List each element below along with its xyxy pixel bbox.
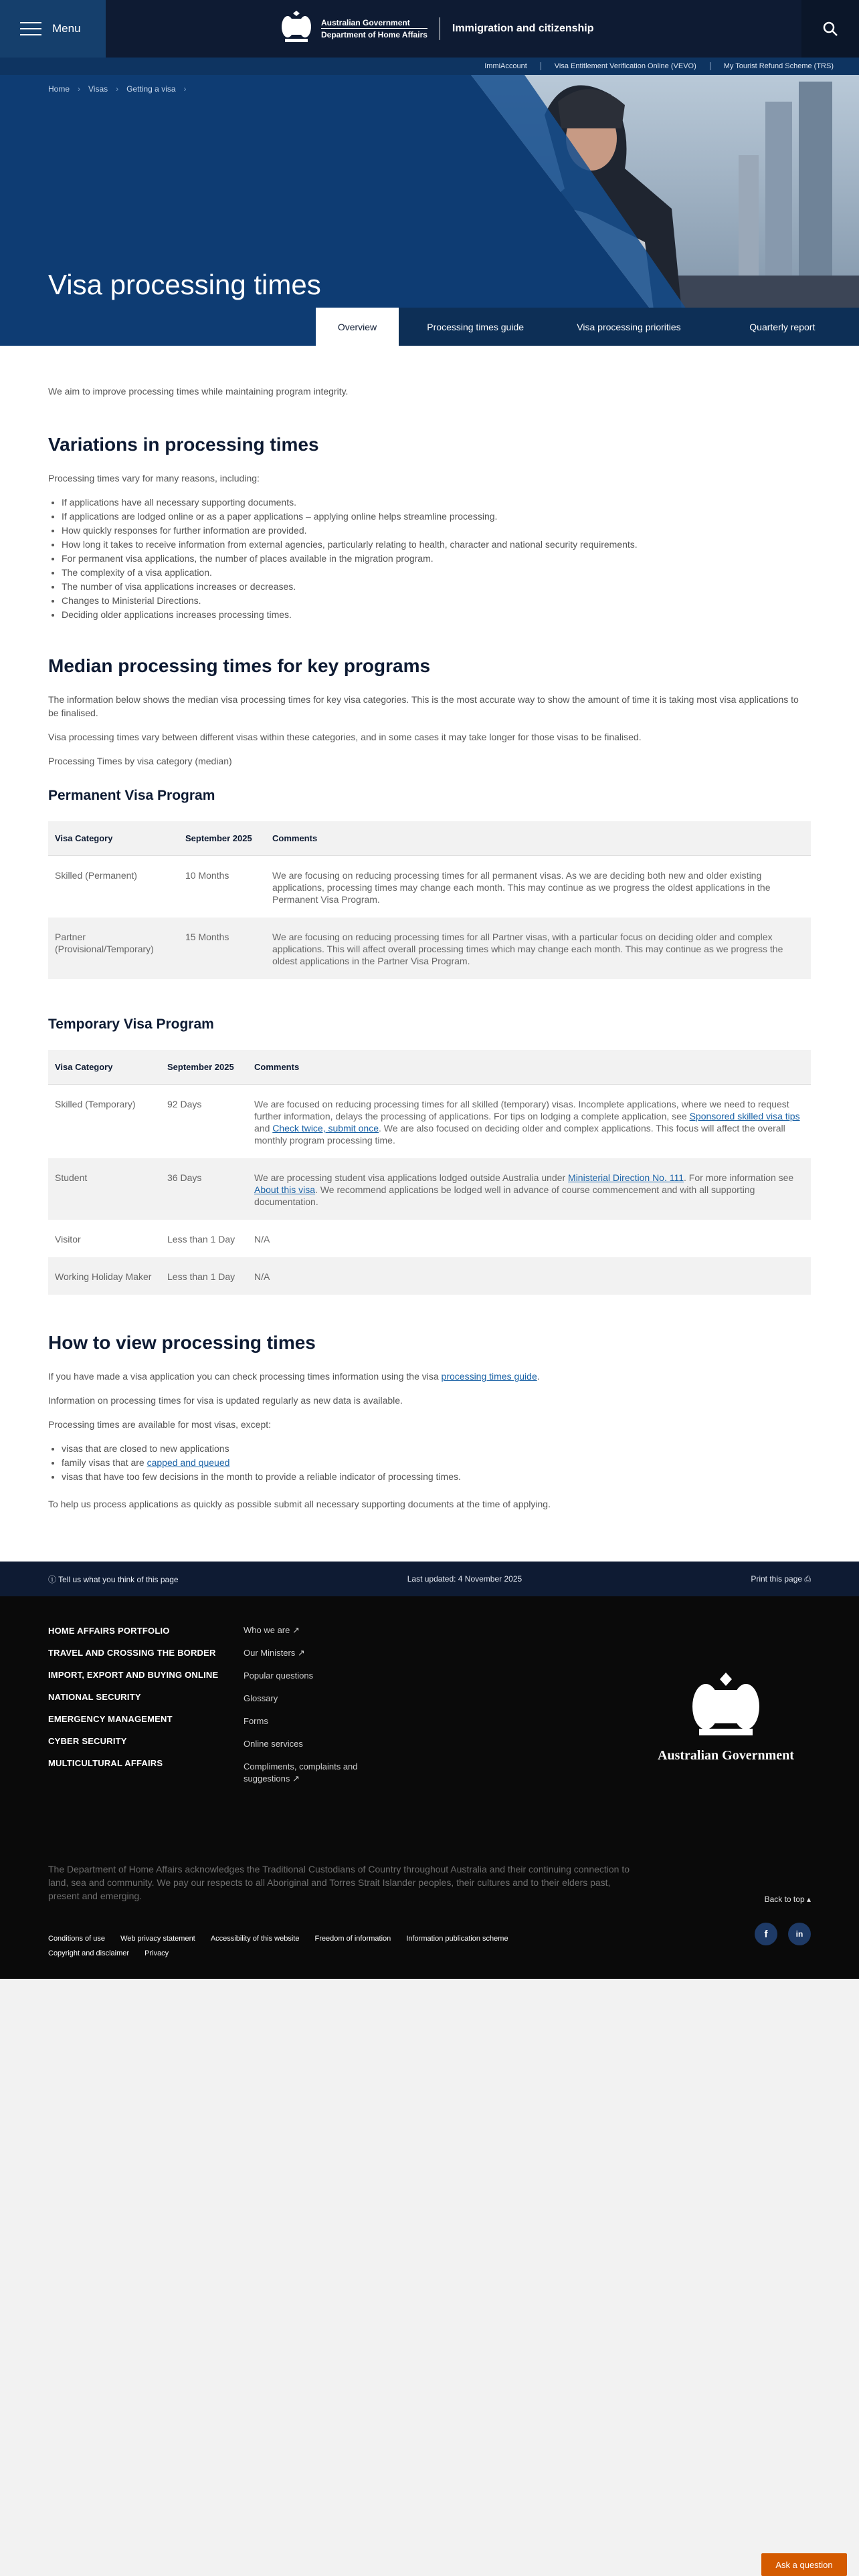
list-item: • The complexity of a visa application. — [62, 566, 811, 580]
footer-link-cyber[interactable]: CYBER SECURITY — [48, 1736, 127, 1746]
howto-p2: Information on processing times for visa is updated regularly as new data is available. — [48, 1395, 403, 1406]
comment-text: . We recommend applications be lodged well in advance of course commencement and with all supporting documentation. — [254, 1184, 755, 1207]
footer-primary-nav — [48, 1626, 218, 1780]
last-updated: Last updated: 4 November 2025 — [407, 1574, 522, 1584]
check-twice-submit-once-link[interactable]: Check twice, submit once — [272, 1123, 379, 1134]
table-row — [48, 918, 811, 979]
home-logo-link[interactable] — [273, 0, 594, 58]
chevron-right-icon: › — [78, 84, 81, 94]
facebook-icon[interactable]: f — [755, 1923, 777, 1945]
cell-time: 15 Months — [179, 918, 266, 979]
arrow-up-icon: ▴ — [806, 1895, 811, 1904]
cell-comment: N/A — [248, 1257, 811, 1295]
cell-time: 36 Days — [161, 1158, 248, 1220]
tab-quarterly-report[interactable]: Quarterly report — [749, 321, 816, 332]
link-label: Compliments, complaints and suggestions — [244, 1761, 358, 1784]
legal-link-web-privacy[interactable]: Web privacy statement — [120, 1935, 195, 1943]
median-heading: Median processing times for key programs — [48, 655, 431, 676]
back-to-top-label: Back to top — [764, 1895, 805, 1904]
variations-list — [62, 496, 811, 622]
col-september-2025: September 2025 — [179, 821, 266, 856]
permanent-heading: Permanent Visa Program — [48, 788, 215, 803]
menu-button[interactable] — [0, 0, 106, 58]
tab-overview[interactable]: Overview — [316, 308, 399, 346]
footer-link-who-we-are[interactable] — [244, 1624, 377, 1636]
col-september-2025: September 2025 — [161, 1050, 248, 1085]
gov-line-2: Department of Home Affairs — [321, 28, 427, 40]
cell-comment — [248, 1158, 811, 1220]
footer-link-import-export[interactable]: IMPORT, EXPORT AND BUYING ONLINE — [48, 1670, 219, 1680]
breadcrumb — [48, 84, 187, 94]
median-p3: Processing Times by visa category (median) — [48, 756, 232, 766]
cell-category: Skilled (Temporary) — [55, 1099, 136, 1109]
list-item: • For permanent visa applications, the number of places available in the migration program. — [62, 552, 811, 566]
legal-link-ips[interactable]: Information publication scheme — [406, 1935, 508, 1943]
list-item: • If applications have all necessary supporting documents. — [62, 496, 811, 510]
list-item: • How quickly responses for further information are provided. — [62, 524, 811, 538]
table-row — [48, 1257, 811, 1295]
external-link-icon: ↗ — [292, 1625, 300, 1635]
ministerial-direction-link[interactable]: Ministerial Direction No. 111 — [568, 1172, 684, 1183]
acknowledgement-of-country: The Department of Home Affairs acknowledges the Traditional Custodians of Country throughout Australia and their continuing connection to land, sea and community. We pay our respects to all Aboriginal and Torres Strait Islander peoples, their cultures and to their elders past, present and emerging. — [48, 1864, 630, 1901]
col-comments: Comments — [248, 1050, 811, 1085]
sponsored-skilled-visa-tips-link[interactable]: Sponsored skilled visa tips — [689, 1111, 800, 1121]
print-label: Print this page — [751, 1574, 803, 1584]
footer-link-forms[interactable]: Forms — [244, 1716, 268, 1726]
table-row — [48, 856, 811, 918]
print-icon: ⎙ — [802, 1574, 811, 1584]
intro-text: We aim to improve processing times while maintaining program integrity. — [48, 386, 349, 397]
cell-time: Less than 1 Day — [167, 1234, 235, 1245]
government-wordmark — [321, 17, 440, 40]
page-title: Visa processing times — [48, 269, 321, 300]
table-row — [48, 1085, 811, 1159]
legal-link-privacy[interactable]: Privacy — [145, 1949, 169, 1957]
legal-link-foi[interactable]: Freedom of information — [314, 1935, 391, 1943]
vevo-link[interactable]: Visa Entitlement Verification Online (VEVO) — [541, 62, 710, 70]
legal-link-conditions[interactable]: Conditions of use — [48, 1935, 105, 1943]
breadcrumb-home[interactable]: Home — [48, 84, 70, 94]
main-content — [0, 346, 859, 1562]
site-title: Immigration and citizenship — [452, 23, 594, 34]
list-item: • visas that are closed to new applications — [62, 1442, 811, 1456]
legal-link-copyright[interactable]: Copyright and disclaimer — [48, 1949, 130, 1957]
hamburger-icon — [20, 22, 41, 35]
tab-visa-processing-priorities[interactable]: Visa processing priorities — [577, 321, 681, 332]
about-this-visa-link[interactable]: About this visa — [254, 1184, 316, 1195]
comment-text: . We are also focused on deciding older and complex applications. This focus will affect the overall monthly program processing time. — [254, 1123, 785, 1146]
variations-heading: Variations in processing times — [48, 434, 319, 455]
cell-category: Working Holiday Maker — [48, 1257, 161, 1295]
back-to-top-link[interactable] — [765, 1895, 811, 1904]
median-p1: The information below shows the median visa processing times for key visa categories. This is the most accurate way to show the amount of time it is taking most visa applications to be finalised. — [48, 694, 799, 718]
site-footer — [0, 1596, 859, 1979]
col-comments: Comments — [266, 821, 811, 856]
footer-secondary-nav — [244, 1624, 377, 1796]
link-label: Who we are — [244, 1625, 290, 1635]
hero-photo — [391, 75, 859, 346]
col-visa-category: Visa Category — [48, 1050, 161, 1085]
col-visa-category: Visa Category — [48, 821, 179, 856]
temporary-heading: Temporary Visa Program — [48, 1016, 214, 1032]
cell-category: Visitor — [55, 1234, 81, 1245]
table-header-row — [48, 1050, 811, 1085]
footer-link-multicultural[interactable]: MULTICULTURAL AFFAIRS — [48, 1758, 163, 1768]
external-link-icon: ↗ — [292, 1774, 300, 1784]
comment-text: We are focused on reducing processing times for all skilled (temporary) visas. Incomplete applications, where we need to request further information, delays the processing of applications. For tips on lodging a complete application, see — [254, 1099, 789, 1121]
footer-link-glossary[interactable]: Glossary — [244, 1693, 278, 1703]
comment-text: We are processing student visa applications lodged outside Australia under — [254, 1172, 569, 1183]
table-row — [48, 1158, 811, 1220]
site-header — [0, 0, 859, 58]
tab-processing-times-guide[interactable]: Processing times guide — [427, 321, 524, 332]
breadcrumb-visas[interactable]: Visas — [88, 84, 108, 94]
list-item: • The number of visa applications increases or decreases. — [62, 580, 811, 594]
table-header-row — [48, 821, 811, 856]
list-item: • Changes to Ministerial Directions. — [62, 594, 811, 608]
how-to-view-heading: How to view processing times — [48, 1332, 316, 1353]
list-item — [62, 1456, 811, 1470]
linkedin-icon[interactable]: in — [788, 1923, 811, 1945]
print-button[interactable] — [751, 1574, 811, 1584]
cell-comment: We are focusing on reducing processing times for all Partner visas, with a particular focus on deciding older and complex applications. This will affect overall processing times which may change each month. This may continue as we progress the oldest applications in the Partner Visa Program. — [266, 918, 811, 979]
ask-a-question-button[interactable]: Ask a question — [761, 2553, 847, 2576]
list-item-text: family visas that are — [62, 1457, 147, 1468]
cell-comment: N/A — [254, 1234, 270, 1245]
page-tabs — [316, 308, 859, 346]
median-p2: Visa processing times vary between different visas within these categories, and in some cases it may take longer for those visas to be finalised. — [48, 732, 642, 742]
utility-bar — [0, 58, 859, 75]
footer-government-logo — [649, 1670, 803, 1763]
cell-category: Skilled (Permanent) — [55, 870, 137, 881]
list-item: • Deciding older applications increases processing times. — [62, 608, 811, 622]
cell-time: Less than 1 Day — [161, 1257, 248, 1295]
info-icon: ⓘ — [48, 1574, 59, 1584]
howto-p1-end: . — [537, 1371, 540, 1382]
footer-link-portfolio[interactable]: HOME AFFAIRS PORTFOLIO — [48, 1626, 170, 1636]
cell-comment: We are focusing on reducing processing times for all permanent visas. As we are deciding both new and older existing applications, processing times may change each month. This may continue as we progress the oldest applications in the Permanent Visa Program. — [272, 870, 771, 905]
howto-p1-text: If you have made a visa application you can check processing times information using the visa — [48, 1371, 442, 1382]
legal-link-accessibility[interactable]: Accessibility of this website — [210, 1935, 300, 1943]
trs-link[interactable]: My Tourist Refund Scheme (TRS) — [710, 62, 847, 70]
footer-link-travel[interactable]: TRAVEL AND CROSSING THE BORDER — [48, 1648, 216, 1658]
breadcrumb-getting-a-visa[interactable]: Getting a visa — [126, 84, 176, 94]
social-links — [755, 1923, 811, 1945]
search-button[interactable] — [801, 0, 859, 58]
howto-p1 — [48, 1370, 811, 1383]
footer-link-emergency[interactable]: EMERGENCY MANAGEMENT — [48, 1714, 173, 1724]
chevron-right-icon: › — [183, 84, 187, 94]
search-icon — [822, 21, 838, 37]
cell-time: 10 Months — [185, 870, 229, 881]
cell-category: Student — [48, 1158, 161, 1220]
feedback-label: Tell us what you think of this page — [58, 1574, 179, 1584]
comment-text: and — [254, 1123, 273, 1134]
feedback-bar — [0, 1562, 859, 1596]
footer-legal-links — [48, 1935, 557, 1964]
footer-link-online-services[interactable]: Online services — [244, 1739, 303, 1749]
immiaccount-link[interactable]: ImmiAccount — [484, 62, 527, 70]
chevron-right-icon: › — [116, 84, 119, 94]
menu-label: Menu — [52, 22, 81, 35]
exceptions-list — [62, 1442, 811, 1484]
footer-link-ministers[interactable] — [244, 1647, 377, 1659]
capped-and-queued-link[interactable]: capped and queued — [147, 1457, 230, 1468]
variations-lead: Processing times vary for many reasons, including: — [48, 473, 260, 484]
cell-comment — [248, 1085, 811, 1159]
coat-of-arms-icon — [676, 1670, 776, 1743]
cell-time: 92 Days — [167, 1099, 202, 1109]
feedback-link[interactable] — [48, 1574, 179, 1585]
comment-text: . For more information see — [684, 1172, 794, 1183]
footer-link-national-security[interactable]: NATIONAL SECURITY — [48, 1692, 141, 1702]
link-label: Our Ministers — [244, 1648, 296, 1658]
list-item: • If applications are lodged online or as a paper applications – applying online helps streamline processing. — [62, 510, 811, 524]
list-item: • visas that have too few decisions in the month to provide a reliable indicator of processing times. — [62, 1470, 811, 1484]
footer-link-popular-questions[interactable]: Popular questions — [244, 1671, 314, 1681]
external-link-icon: ↗ — [297, 1648, 305, 1658]
permanent-visa-table — [48, 821, 811, 979]
table-row — [48, 1220, 811, 1257]
coat-of-arms-icon — [273, 9, 320, 48]
gov-line-1: Australian Government — [321, 18, 410, 27]
temporary-visa-table — [48, 1050, 811, 1295]
howto-p3: Processing times are available for most visas, except: — [48, 1419, 272, 1430]
footer-gov-name: Australian Government — [658, 1748, 794, 1763]
cell-category: Partner (Provisional/Temporary) — [48, 918, 179, 979]
processing-times-guide-link[interactable]: processing times guide — [441, 1371, 537, 1382]
footer-link-compliments[interactable] — [244, 1761, 377, 1785]
howto-p4: To help us process applications as quickly as possible submit all necessary supporting documents at the time of applying. — [48, 1499, 551, 1509]
hero-banner — [0, 75, 859, 346]
list-item: • How long it takes to receive information from external agencies, particularly relating to health, character and national security requirements. — [62, 538, 811, 552]
